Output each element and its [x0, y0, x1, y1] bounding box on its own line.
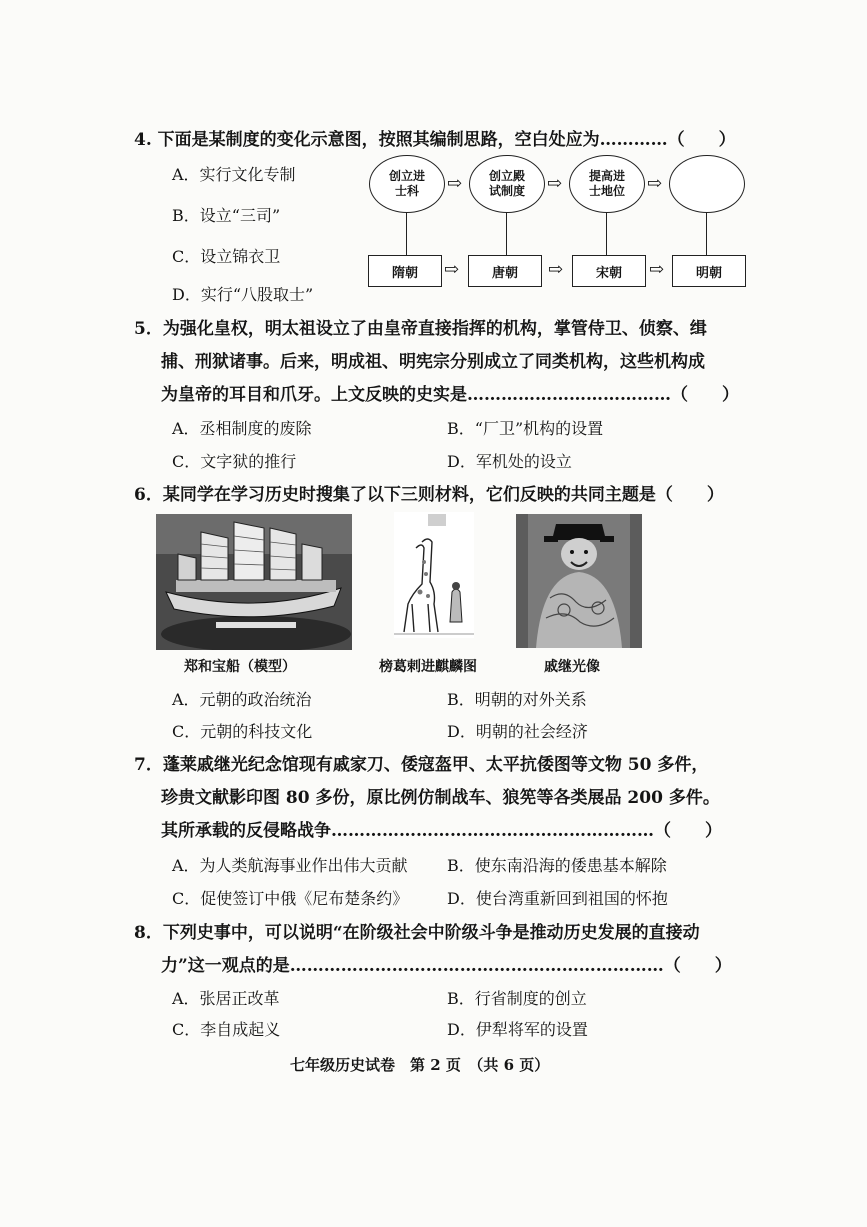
- connector-line: [506, 212, 507, 255]
- arrow-right-icon: ⇨: [444, 259, 460, 280]
- q5-option-d: D．军机处的设立: [447, 452, 572, 471]
- q4-option-b: B．设立“三司”: [172, 206, 281, 225]
- q6-option-c: C．元朝的科技文化: [172, 722, 313, 741]
- arrow-right-icon: ⇨: [649, 259, 665, 280]
- giraffe-tribute-painting: [394, 512, 474, 638]
- flow-dynasty-1: 隋朝: [368, 255, 442, 287]
- arrow-right-icon: ⇨: [447, 173, 463, 194]
- caption-giraffe: 榜葛剌进麒麟图: [379, 659, 477, 675]
- q4-stem: 4. 下面是某制度的变化示意图，按照其编制思路，空白处应为…………（ ）: [134, 130, 736, 150]
- arrow-right-icon: ⇨: [547, 173, 563, 194]
- q8-stem-line2: 力”这一观点的是…………………………………………………………（ ）: [161, 956, 732, 976]
- q5-option-a: A．丞相制度的废除: [172, 419, 312, 438]
- flow-dynasty-3: 宋朝: [572, 255, 646, 287]
- q4-option-c: C．设立锦衣卫: [172, 247, 281, 266]
- connector-line: [406, 212, 407, 255]
- flow-node-blank: [669, 155, 745, 213]
- q8-option-d: D．伊犁将军的设置: [447, 1020, 588, 1039]
- q6-stem: 6．某同学在学习历史时搜集了以下三则材料，它们反映的共同主题是（ ）: [134, 485, 724, 505]
- q5-stem-line2: 捕、刑狱诸事。后来，明成祖、明宪宗分别成立了同类机构，这些机构成: [161, 352, 705, 372]
- q7-stem-line1: 7．蓬莱戚继光纪念馆现有戚家刀、倭寇盔甲、太平抗倭图等文物 50 多件，: [134, 755, 709, 775]
- q6-option-d: D．明朝的社会经济: [447, 722, 588, 741]
- q6-option-a: A．元朝的政治统治: [172, 690, 312, 709]
- q4-option-d: D．实行“八股取士”: [172, 285, 314, 304]
- connector-line: [706, 212, 707, 255]
- arrow-right-icon: ⇨: [548, 259, 564, 280]
- q7-option-b: B．使东南沿海的倭患基本解除: [447, 856, 667, 875]
- q5-stem-line1: 5．为强化皇权，明太祖设立了由皇帝直接指挥的机构，掌管侍卫、侦察、缉: [134, 319, 707, 339]
- flow-dynasty-4: 明朝: [672, 255, 746, 287]
- page-footer: 七年级历史试卷 第 2 页 （共 6 页）: [290, 1056, 550, 1074]
- flow-dynasty-2: 唐朝: [468, 255, 542, 287]
- q7-stem-line2: 珍贵文献影印图 80 多份，原比例仿制战车、狼筅等各类展品 200 多件。: [161, 788, 720, 808]
- caption-ship: 郑和宝船（模型）: [184, 659, 296, 675]
- q8-option-a: A．张居正改革: [172, 989, 280, 1008]
- flow-node-3: 提高进 士地位: [569, 155, 645, 213]
- q8-option-b: B．行省制度的创立: [447, 989, 587, 1008]
- zheng-he-ship-photo: [156, 514, 352, 650]
- q8-stem-line1: 8．下列史事中，可以说明“在阶级社会中阶级斗争是推动历史发展的直接动: [134, 923, 700, 943]
- q7-stem-line3: 其所承载的反侵略战争…………………………………………………（ ）: [161, 821, 722, 841]
- connector-line: [606, 212, 607, 255]
- q8-option-c: C．李自成起义: [172, 1020, 281, 1039]
- caption-portrait: 戚继光像: [544, 659, 600, 675]
- qi-jiguang-portrait: [516, 514, 642, 648]
- q7-option-c: C．促使签订中俄《尼布楚条约》: [172, 889, 409, 908]
- q7-option-a: A．为人类航海事业作出伟大贡献: [172, 856, 408, 875]
- q5-stem-line3: 为皇帝的耳目和爪牙。上文反映的史实是………………………………（ ）: [161, 385, 739, 405]
- arrow-right-icon: ⇨: [647, 173, 663, 194]
- flow-node-1: 创立进 士科: [369, 155, 445, 213]
- q6-option-b: B．明朝的对外关系: [447, 690, 587, 709]
- flow-node-2: 创立殿 试制度: [469, 155, 545, 213]
- q7-option-d: D．使台湾重新回到祖国的怀抱: [447, 889, 668, 908]
- q5-option-c: C．文字狱的推行: [172, 452, 297, 471]
- q5-option-b: B．“厂卫”机构的设置: [447, 419, 604, 438]
- q4-option-a: A．实行文化专制: [172, 165, 296, 184]
